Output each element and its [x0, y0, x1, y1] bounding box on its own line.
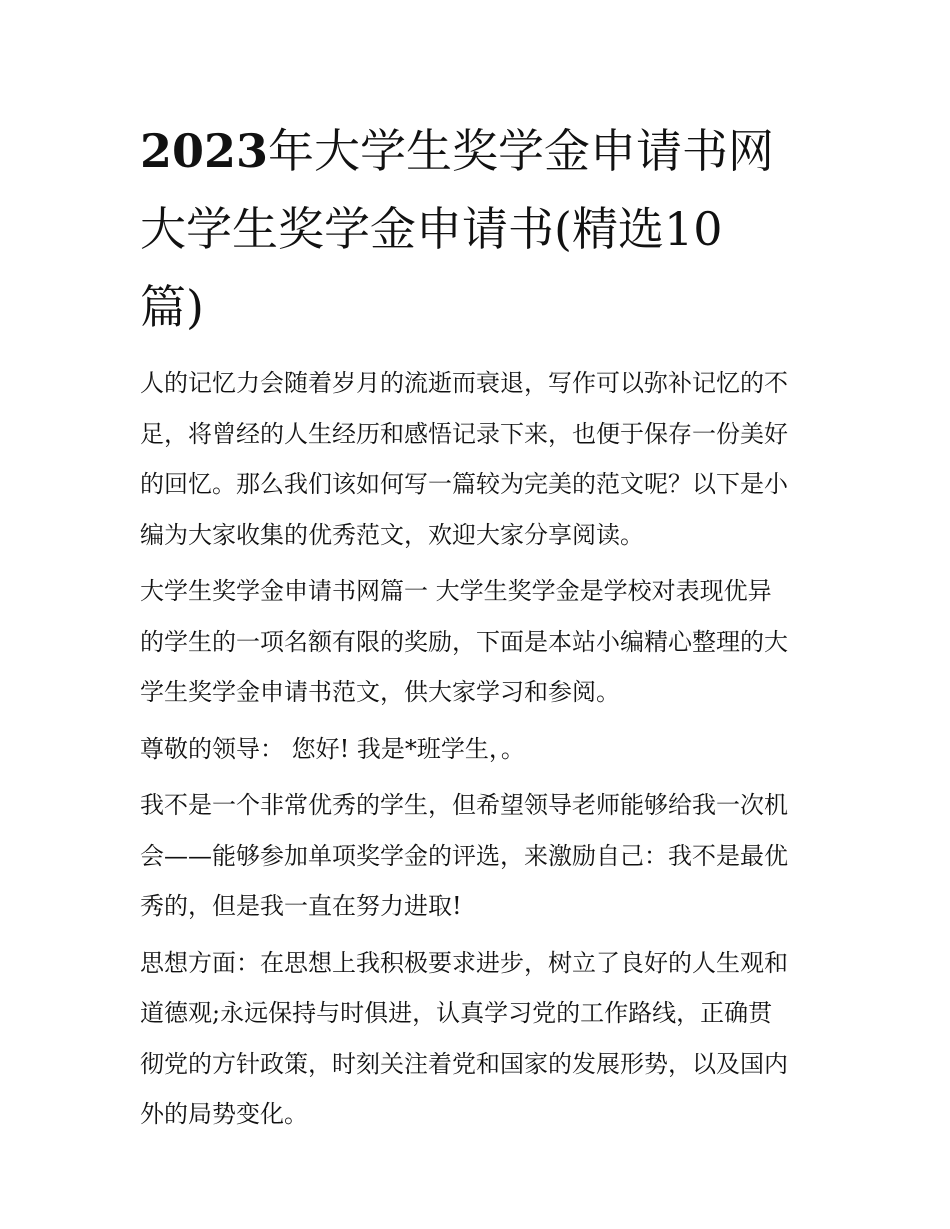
paragraph-salutation [140, 724, 820, 775]
text-line: 的回忆。那么我们该如何写一篇较为完美的范文呢？以下是小 [140, 470, 788, 498]
text-line: 足，将曾经的人生经历和感悟记录下来，也便于保存一份美好 [140, 419, 788, 448]
paragraph-self-intro [140, 780, 820, 932]
paragraph-intro [140, 358, 820, 560]
text-line: 的学生的一项名额有限的奖励，下面是本站小编精心整理的大 [140, 627, 788, 656]
text-line: 学生奖学金申请书范文，供大家学习和参阅。 [140, 678, 620, 706]
text-line: 尊敬的领导： 您好! 我是*班学生，。 [140, 734, 525, 763]
text-line: 大学生奖学金申请书网篇一 大学生奖学金是学校对表现优异 [140, 577, 772, 605]
document-body [140, 358, 820, 1146]
paragraph-section-one [140, 566, 820, 718]
paragraph-thought [140, 938, 820, 1140]
text-line: 会——能够参加单项奖学金的评选，来激励自己：我不是最优 [140, 841, 788, 870]
title-line: 大学生奖学金申请书(精选10 [140, 202, 723, 256]
text-line: 人的记忆力会随着岁月的流逝而衰退，写作可以弥补记忆的不 [140, 369, 788, 397]
text-line: 我不是一个非常优秀的学生，但希望领导老师能够给我一次机 [140, 791, 788, 819]
title-line [140, 112, 830, 190]
text-line: 彻党的方针政策，时刻关注着党和国家的发展形势，以及国内 [140, 1049, 788, 1078]
text-line: 编为大家收集的优秀范文，欢迎大家分享阅读。 [140, 520, 644, 549]
text-line: 道德观;永远保持与时俱进，认真学习党的工作路线，正确贯 [140, 999, 773, 1027]
text-line: 秀的，但是我一直在努力进取! [140, 892, 462, 920]
text-line: 思想方面：在思想上我积极要求进步，树立了良好的人生观和 [140, 948, 788, 977]
document-title [140, 112, 830, 346]
title-line: 篇) [140, 280, 204, 334]
title-text: 年大学生奖学金申请书网 [268, 124, 775, 178]
text-line: 外的局势变化。 [140, 1100, 308, 1128]
title-year: 2023 [140, 124, 269, 178]
